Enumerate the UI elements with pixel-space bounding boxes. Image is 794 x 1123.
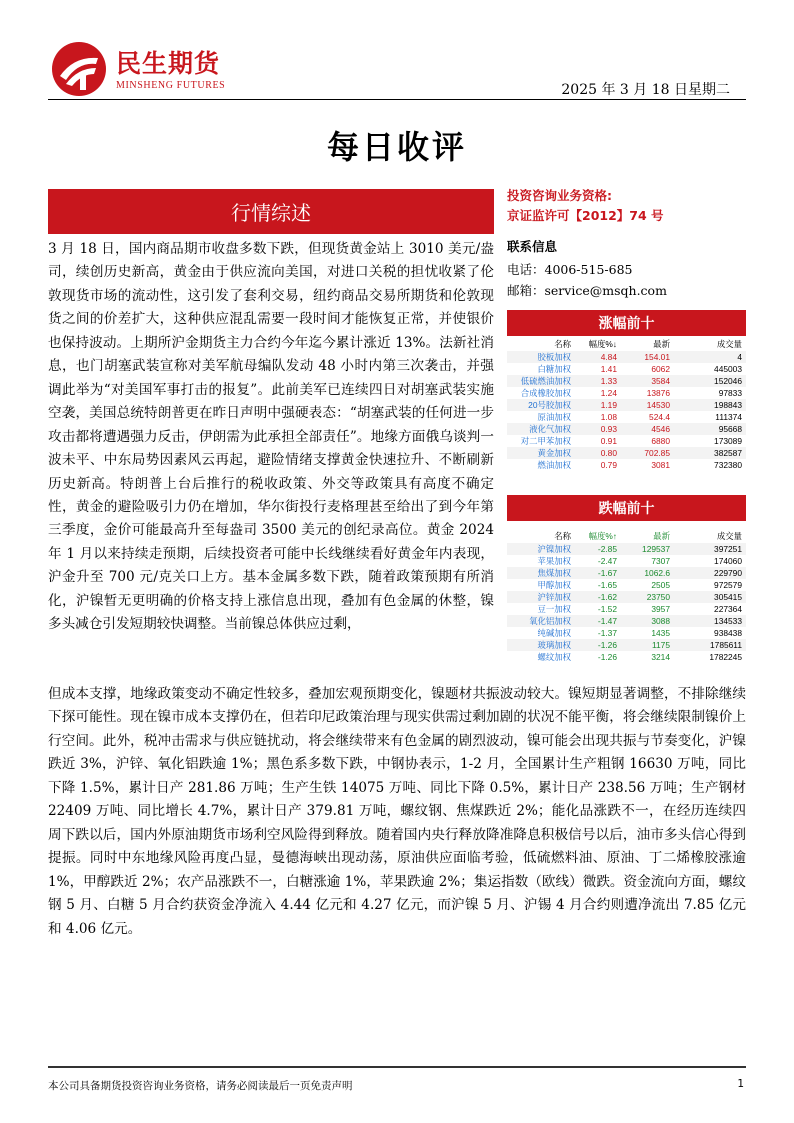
table-cell: 1062.6 xyxy=(617,567,670,579)
report-date: 2025 年 3 月 18 日星期二 xyxy=(561,82,730,98)
page-number: 1 xyxy=(737,1078,744,1090)
table-cell: 14530 xyxy=(617,399,670,411)
table-cell: 397251 xyxy=(670,543,746,555)
table-cell: 沪镍加权 xyxy=(507,543,573,555)
table-cell: 4546 xyxy=(617,423,670,435)
table-cell: 382587 xyxy=(670,447,746,459)
table-cell: 229790 xyxy=(670,567,746,579)
table-cell: 524.4 xyxy=(649,412,670,422)
table-cell: 合成橡胶加权 xyxy=(520,388,571,398)
losers-body xyxy=(507,543,746,663)
qualification-label: 投资咨询业务资格: xyxy=(507,188,612,203)
table-cell: 3584 xyxy=(617,375,670,387)
table-row xyxy=(507,567,746,579)
summary-paragraph-2: 但成本支撑，地缘政策变动不确定性较多，叠加宏观预期变化，镍题材共振波动较大。镍短期显著调整，不排除继续下探可能性。现在镍市成本支撑仍在，但若印尼政策治理与现实供需过剩加剧的状况不能平衡，将会继续限制镍价上行空间。此外，税冲击需求与供应链扰动，将会继续带来有色金属的剧烈波动，镍可能会出现共振与节奏变化，沪镍跌近 3%，沪锌、氧化铝跌逾 1%；黑色系多数下跌，中钢协表示，1-2 月，全国累计生产粗钢 16630 万吨，同比下降 1.5%，累计日产 281.86 万吨；生产生铁 14075 万吨、同比下降 0.5%，累计日产 238.56 万吨；生产钢材 22409 万吨、同比增长 4.7%，累计日产 379.81 万吨，螺纹钢、焦煤跌近 2%；能化品涨跌不一，在经历连续四周下跌以后，国内外原油期货市场利空风险得到释放。随着国内央行释放降准降息积极信号以后，油市多头信心得到提振。同时中东地缘风险再度凸显，曼德海峡出现动荡，原油供应面临考验，低硫燃料油、原油、丁二烯橡胶涨逾 1%，甲醇跌近 2%；农产品涨跌不一，白糖涨逾 1%，苹果跌逾 2%；集运指数（欧线）微跌。资金流向方面，螺纹钢 5 月、白糖 5 月合约获资金净流入 4.44 亿元和 4.27 亿元，而沪镍 5 月、沪锡 4 月合约则遭净流出 7.85 亿元和 4.06 亿元。 xyxy=(48,686,746,937)
table-row xyxy=(507,387,746,399)
table-cell: 0.93 xyxy=(573,423,617,435)
table-cell: 111374 xyxy=(715,412,742,422)
table-row xyxy=(507,627,746,639)
table-row xyxy=(507,615,746,627)
table-row xyxy=(507,375,746,387)
table-cell: -1.67 xyxy=(573,567,617,579)
table-cell: 227364 xyxy=(714,604,742,614)
qualification-license: 京证监许可【2012】74 号 xyxy=(507,208,664,223)
table-cell: 1.08 xyxy=(600,412,617,422)
table-cell: 1.33 xyxy=(573,375,617,387)
table-cell: 305415 xyxy=(670,591,746,603)
summary-paragraph-1: 3 月 18 日，国内商品期市收盘多数下跌，但现货黄金站上 3010 美元/盎司，续创历史新高，黄金由于供应流向美国，对进口关税的担忧收紧了伦敦现货市场的流动性，这引发了套利交易，纽约商品交易所期货和伦敦现货之间的价差扩大，这种供应混乱需要一段时间才能恢复正常，并使银价也保持波动。上期所沪金期货主力合约今年迄今累计涨近 13%。法新社消息，也门胡塞武装宣称对美军航母编队发动 48 小时内第三次袭击，并强调此举为“对美国军事打击的报复”。此前美军已连续四日对胡塞武装实施空袭，美国总统特朗普更在昨日声明中强硬表态：“胡塞武装的任何进一步攻击都将遭遇强力反击，伊朗需为此承担全部责任”。地缘方面俄乌谈判一波未平、中东局势因素风云再起，避险情绪支撑黄金快速拉升、不断刷新历史新高。特朗普上台后推行的税收政策、外交等政策具有高度不确定性，黄金的避险吸引力仍在增加，华尔街投行麦格理甚至给出了到今年第三季度，金价可能最高升至每盎司 3500 美元的创纪录高位。黄金 2024 年 1 月以来持续走预期，后续投资者可能中长线继续看好黄金年内表现，沪金升至 700 元/克关口上方。基本金属多数下跌，随着政策预期有所消化，沪镍暂无更明确的价格支持上涨信息出现，叠加有色金属的休整，镍多头减仓引发短期较快调整。当前镍总体供应过剩， xyxy=(48,241,494,633)
table-cell: 0.80 xyxy=(573,447,617,459)
table-cell: 液化气加权 xyxy=(507,423,573,435)
table-cell: 玻璃加权 xyxy=(507,639,573,651)
table-cell: 低硫燃油加权 xyxy=(507,375,573,387)
gainers-header-cell: 最新 xyxy=(653,339,670,349)
table-cell: -2.47 xyxy=(597,556,617,566)
table-cell: 氧化铝加权 xyxy=(507,615,573,627)
table-cell: 1435 xyxy=(651,628,670,638)
gainers-header-cell: 成交量 xyxy=(716,339,742,349)
losers-header-cell: 名称 xyxy=(554,531,571,541)
brand-name-cn: 民生期货 xyxy=(116,49,221,78)
gainers-table-title: 涨幅前十 xyxy=(507,310,746,336)
table-cell: 1.41 xyxy=(600,364,617,374)
table-row xyxy=(507,447,746,459)
table-row xyxy=(507,651,746,663)
table-cell: 对二甲苯加权 xyxy=(520,436,571,446)
table-cell: 4 xyxy=(670,351,746,363)
table-cell: 0.91 xyxy=(600,436,617,446)
table-cell: 纯碱加权 xyxy=(537,628,571,638)
table-cell: -1.52 xyxy=(597,604,617,614)
table-cell: 燃油加权 xyxy=(537,460,571,470)
table-cell: 134533 xyxy=(670,615,746,627)
table-cell: 白糖加权 xyxy=(537,364,571,374)
table-cell: 445003 xyxy=(714,364,742,374)
table-cell: 938438 xyxy=(714,628,742,638)
table-cell: 1782245 xyxy=(709,652,742,662)
table-row xyxy=(507,435,746,447)
table-cell: 3214 xyxy=(651,652,670,662)
table-cell: 23750 xyxy=(617,591,670,603)
table-row xyxy=(507,579,746,591)
table-cell: 黄金加权 xyxy=(507,447,573,459)
table-row xyxy=(507,543,746,555)
table-cell: 1.24 xyxy=(600,388,617,398)
table-cell: 3957 xyxy=(651,604,670,614)
table-cell: 702.85 xyxy=(617,447,670,459)
gainers-header-cell: 名称 xyxy=(554,339,571,349)
table-cell: 3088 xyxy=(617,615,670,627)
losers-table xyxy=(507,529,746,663)
table-cell: -1.47 xyxy=(573,615,617,627)
table-cell: 129537 xyxy=(617,543,670,555)
table-row xyxy=(507,423,746,435)
page-title: 每日收评 xyxy=(326,128,467,166)
table-cell: 97833 xyxy=(718,388,742,398)
brand-name-en: MINSHENG FUTURES xyxy=(116,80,226,91)
table-cell: -1.37 xyxy=(597,628,617,638)
table-cell: 1785611 xyxy=(670,639,746,651)
table-cell: 豆一加权 xyxy=(537,604,571,614)
contact-phone: 电话：4006-515-685 xyxy=(507,262,633,277)
table-row xyxy=(507,555,746,567)
table-cell: 95668 xyxy=(670,423,746,435)
table-cell: 胶板加权 xyxy=(507,351,573,363)
losers-header-row xyxy=(507,529,746,543)
table-cell: 螺纹加权 xyxy=(537,652,571,662)
table-cell: -1.26 xyxy=(573,639,617,651)
table-row xyxy=(507,363,746,375)
table-cell: 152046 xyxy=(670,375,746,387)
table-cell: 6062 xyxy=(651,364,670,374)
qualification-block xyxy=(507,186,664,226)
contact-email: 邮箱：service@msqh.com xyxy=(507,283,667,298)
footer-disclaimer: 本公司具备期货投资咨询业务资格，请务必阅读最后一页免责声明 xyxy=(48,1080,353,1092)
table-cell: 0.79 xyxy=(600,460,617,470)
section-banner: 行情综述 xyxy=(48,189,494,234)
table-cell: 苹果加权 xyxy=(537,556,571,566)
losers-header-cell: 幅度%↑ xyxy=(588,531,617,541)
gainers-header-row xyxy=(507,337,746,351)
table-row xyxy=(507,411,746,423)
table-cell: 沪锌加权 xyxy=(507,591,573,603)
market-summary-text-continued xyxy=(48,683,746,941)
table-cell: 甲醇加权 xyxy=(537,580,571,590)
losers-table-title: 跌幅前十 xyxy=(507,495,746,521)
table-row xyxy=(507,591,746,603)
table-row xyxy=(507,351,746,363)
gainers-header-cell: 幅度%↓ xyxy=(588,339,617,349)
table-row xyxy=(507,603,746,615)
footer-divider xyxy=(48,1066,746,1068)
header-divider xyxy=(48,99,746,100)
table-cell: 13876 xyxy=(646,388,670,398)
table-cell: 154.01 xyxy=(617,351,670,363)
table-cell: 焦煤加权 xyxy=(507,567,573,579)
table-cell: 7307 xyxy=(651,556,670,566)
losers-header-cell: 成交量 xyxy=(716,531,742,541)
table-row xyxy=(507,399,746,411)
minsheng-logo xyxy=(50,40,108,98)
contact-title: 联系信息 xyxy=(507,239,558,254)
table-cell: -1.26 xyxy=(597,652,617,662)
market-summary-text xyxy=(48,238,494,637)
table-cell: 732380 xyxy=(714,460,742,470)
table-cell: 3081 xyxy=(651,460,670,470)
table-row xyxy=(507,639,746,651)
table-cell: 198843 xyxy=(670,399,746,411)
table-cell: 173089 xyxy=(714,436,742,446)
table-cell: 20号胶加权 xyxy=(507,399,573,411)
table-cell: 972579 xyxy=(714,580,742,590)
table-cell: 1.19 xyxy=(573,399,617,411)
table-row xyxy=(507,459,746,471)
gainers-table xyxy=(507,337,746,471)
table-cell: 174060 xyxy=(714,556,742,566)
table-cell: 原油加权 xyxy=(537,412,571,422)
table-cell: 4.84 xyxy=(573,351,617,363)
table-cell: -2.85 xyxy=(573,543,617,555)
gainers-body xyxy=(507,351,746,471)
table-cell: -1.62 xyxy=(573,591,617,603)
losers-header-cell: 最新 xyxy=(653,531,670,541)
table-cell: 2505 xyxy=(651,580,670,590)
table-cell: -1.65 xyxy=(597,580,617,590)
table-cell: 6880 xyxy=(651,436,670,446)
table-cell: 1175 xyxy=(617,639,670,651)
